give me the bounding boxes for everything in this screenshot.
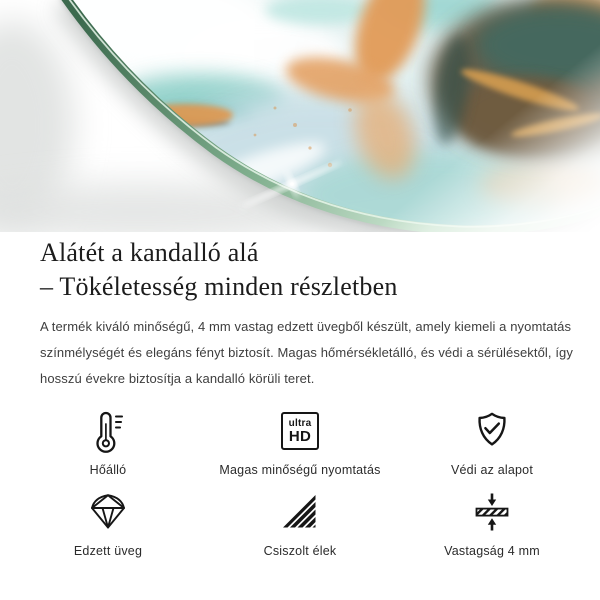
feature-label: Hőálló (89, 463, 127, 477)
page-title (40, 236, 560, 304)
description-line-1: A termék kiváló minőségű, 4 mm vastag edzett üvegből készült, amely kiemeli a nyomtatás (40, 319, 572, 334)
feature-tempered-glass (12, 489, 204, 560)
feature-thickness (396, 489, 588, 560)
page-title-line1: Alátét a kandalló alá (40, 238, 259, 267)
page-title-line2: – Tökéletesség minden részletben (40, 272, 398, 301)
ultra-hd-icon-text-bottom: HD (288, 428, 312, 445)
description-line-2: színmélységét és elegáns fényt biztosít. Magas hőmérsékletálló, és védi a sérülésektől, így (40, 345, 573, 360)
feature-grid (12, 408, 588, 560)
description-line-3: hosszú évekre biztosítja a kandalló körüli teret. (40, 371, 315, 386)
feature-heat-resistant (12, 408, 204, 479)
feature-label: Vastagság 4 mm (444, 544, 540, 558)
product-info-section (0, 236, 600, 392)
product-hero-image (0, 0, 600, 232)
shield-check-icon (470, 409, 514, 453)
feature-label: Magas minőségű nyomtatás (219, 463, 381, 477)
feature-label: Edzett üveg (73, 544, 143, 558)
thickness-icon (470, 490, 514, 534)
product-description (40, 314, 573, 392)
feature-ultra-hd-print (204, 408, 396, 479)
feature-polished-edges (204, 489, 396, 560)
glass-disc-illustration (0, 0, 600, 232)
diamond-icon (86, 490, 130, 534)
feature-protects-base (396, 408, 588, 479)
white-fade-overlay (320, 20, 600, 232)
polished-edge-icon (278, 490, 322, 534)
ultra-hd-icon (281, 412, 319, 450)
feature-label: Védi az alapot (450, 463, 534, 477)
ultra-hd-icon-text-top: ultra (288, 418, 312, 429)
feature-label: Csiszolt élek (263, 544, 337, 558)
thermometer-icon (86, 409, 130, 453)
